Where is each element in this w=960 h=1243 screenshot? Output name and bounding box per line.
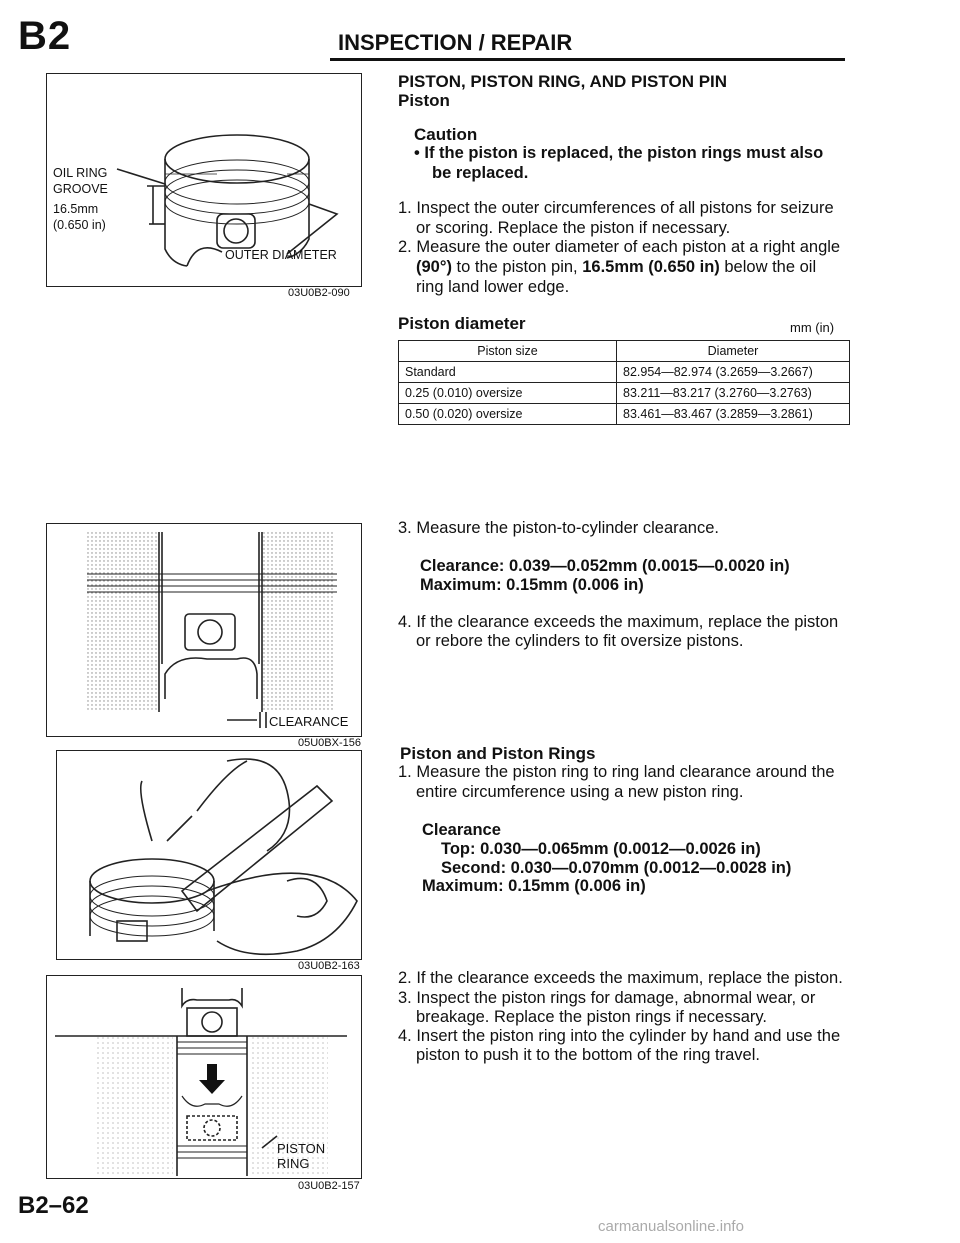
step1-line1: 1. Inspect the outer circumferences of all pistons for seizure xyxy=(398,199,834,217)
label-piston-ring: PISTON RING xyxy=(277,1141,326,1171)
table-row xyxy=(399,383,850,404)
table-header-row xyxy=(399,341,850,362)
step2-text-a: to the piston pin, xyxy=(451,258,583,276)
step2-text-b: below the oil xyxy=(719,258,817,276)
step1-line2: or scoring. Replace the piston if necessary. xyxy=(416,219,731,237)
bullet-icon: • xyxy=(414,144,425,162)
caution-title: Caution xyxy=(414,125,478,144)
caution-line-2: be replaced. xyxy=(432,164,529,182)
table-cell: 83.461—83.467 (3.2859—3.2861) xyxy=(617,404,850,425)
table-cell: Standard xyxy=(399,362,617,383)
caption-fig2: 05U0BX-156 xyxy=(298,737,361,749)
piston-diameter-table xyxy=(398,340,850,425)
rings-step1-line2: entire circumference using a new piston ring. xyxy=(416,783,744,801)
table-header: Piston size xyxy=(399,341,617,362)
rings-top-spec: Top: 0.030—0.065mm (0.0012—0.0026 in) xyxy=(441,840,761,858)
label-groove: GROOVE xyxy=(53,182,108,196)
caution-line-1 xyxy=(414,143,823,163)
ring-land-clearance-illustration xyxy=(57,751,361,959)
section-subtitle: Piston xyxy=(398,91,450,110)
diameter-title: Piston diameter xyxy=(398,314,526,333)
table-row xyxy=(399,404,850,425)
caption-fig3: 03U0B2-163 xyxy=(298,960,360,972)
maximum-spec: Maximum: 0.15mm (0.006 in) xyxy=(420,576,644,594)
figure-piston-clearance xyxy=(46,523,362,737)
section-code: B2 xyxy=(18,14,72,58)
table-cell: 0.50 (0.020) oversize xyxy=(399,404,617,425)
figure-piston-diameter xyxy=(46,73,362,287)
rings-title: Piston and Piston Rings xyxy=(400,744,596,763)
page-title: INSPECTION / REPAIR xyxy=(338,30,573,55)
step2-distance: 16.5mm (0.650 in) xyxy=(582,258,720,276)
step2-line2 xyxy=(416,257,816,277)
label-dist-mm: 16.5mm xyxy=(53,202,99,216)
page-number: B2–62 xyxy=(18,1192,89,1219)
table-header: Diameter xyxy=(617,341,850,362)
figure-ring-land-clearance xyxy=(56,750,362,960)
rings-second-spec: Second: 0.030—0.070mm (0.0012—0.0028 in) xyxy=(441,859,792,877)
rings-step4-line2: piston to push it to the bottom of the ring travel. xyxy=(416,1046,760,1064)
caption-fig4: 03U0B2-157 xyxy=(298,1180,360,1192)
rings-step3-line1: 3. Inspect the piston rings for damage, abnormal wear, or xyxy=(398,989,816,1007)
caption-fig1: 03U0B2-090 xyxy=(288,287,350,299)
rings-step2: 2. If the clearance exceeds the maximum, replace the piston. xyxy=(398,969,843,987)
step4-line1: 4. If the clearance exceeds the maximum, replace the piston xyxy=(398,613,839,631)
step4-line2: or rebore the cylinders to fit oversize pistons. xyxy=(416,632,744,650)
rings-maximum-spec: Maximum: 0.15mm (0.006 in) xyxy=(422,877,646,895)
table-row xyxy=(399,362,850,383)
watermark: carmanualsonline.info xyxy=(598,1218,744,1235)
step2-line3: ring land lower edge. xyxy=(416,278,570,296)
rings-step3-line2: breakage. Replace the piston rings if necessary. xyxy=(416,1008,767,1026)
piston-clearance-illustration xyxy=(47,524,361,736)
rings-clearance-title: Clearance xyxy=(422,821,501,839)
clearance-spec: Clearance: 0.039—0.052mm (0.0015—0.0020 in) xyxy=(420,557,790,575)
section-title: PISTON, PISTON RING, AND PISTON PIN xyxy=(398,72,728,91)
label-clearance: CLEARANCE xyxy=(269,714,349,729)
step3-text: 3. Measure the piston-to-cylinder clearance. xyxy=(398,519,719,537)
diameter-unit: mm (in) xyxy=(790,320,835,335)
header-rule xyxy=(330,58,845,61)
figure-piston-ring-insertion xyxy=(46,975,362,1179)
step2-angle: (90°) xyxy=(416,258,452,276)
rings-step4-line1: 4. Insert the piston ring into the cylinder by hand and use the xyxy=(398,1027,841,1045)
table-cell: 83.211—83.217 (3.2760—3.2763) xyxy=(617,383,850,404)
label-outer-diameter: OUTER DIAMETER xyxy=(225,248,337,262)
label-oil-ring: OIL RING xyxy=(53,166,108,180)
table-cell: 82.954—82.974 (3.2659—3.2667) xyxy=(617,362,850,383)
step2-line1: 2. Measure the outer diameter of each piston at a right angle xyxy=(398,238,841,256)
rings-step1-line1: 1. Measure the piston ring to ring land clearance around the xyxy=(398,763,835,781)
table-cell: 0.25 (0.010) oversize xyxy=(399,383,617,404)
label-dist-in: (0.650 in) xyxy=(53,218,106,232)
caution-text: If the piston is replaced, the piston rings must also xyxy=(424,144,824,162)
